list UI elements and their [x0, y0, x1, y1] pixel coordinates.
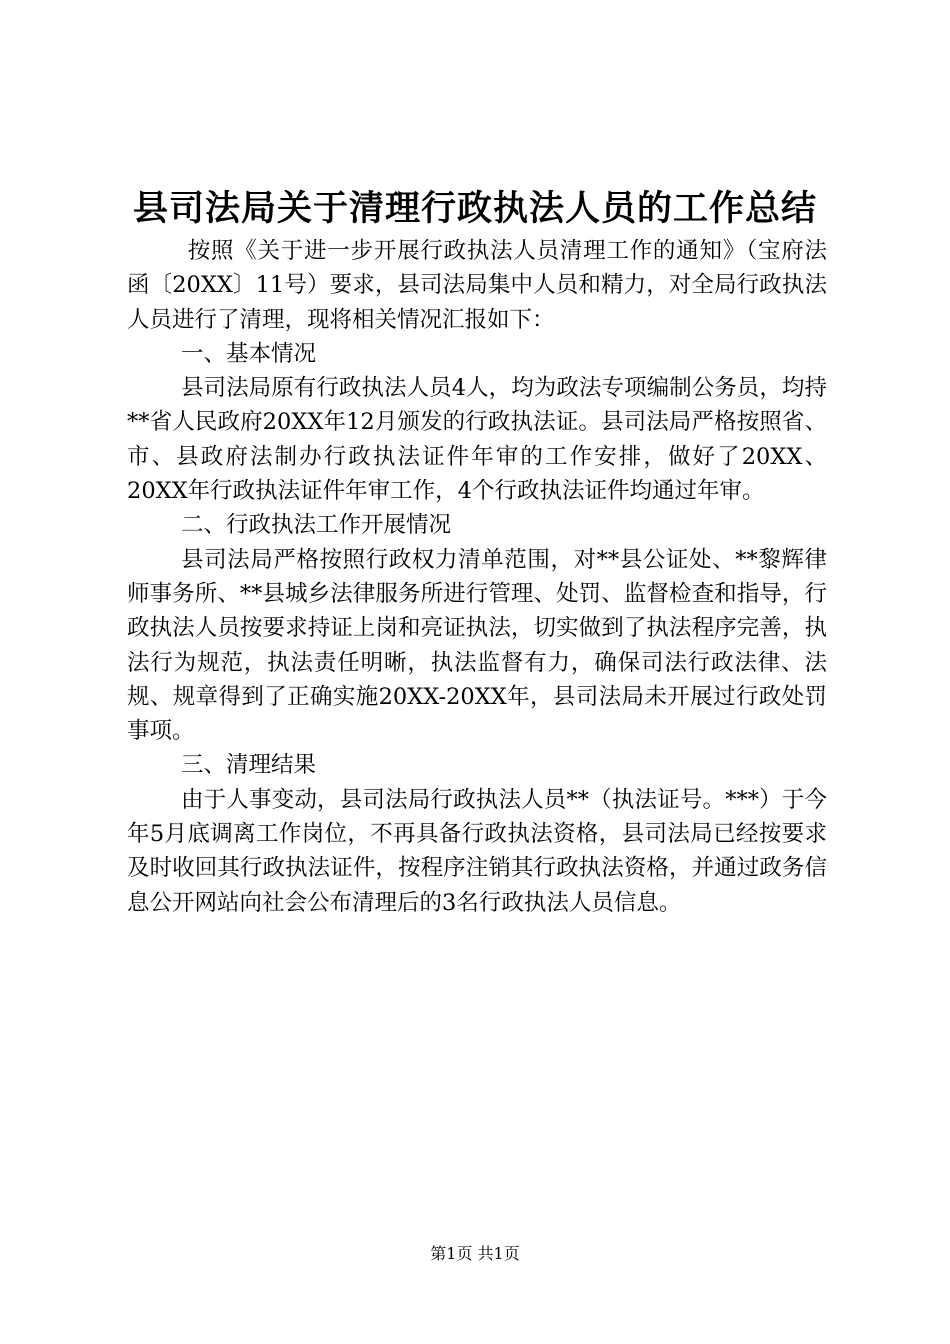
- basic-situation-paragraph: 县司法局原有行政执法人员4人，均为政法专项编制公务员，均持**省人民政府20XX年12月颁发的行政执法证。县司法局严格按照省、市、县政府法制办行政执法证件年审的工作安排，做好了20XX、20XX年行政执法证件年审工作，4个行政执法证件均通过年审。: [127, 375, 827, 505]
- intro-paragraph: 按照《关于进一步开展行政执法人员清理工作的通知》（宝府法函〔20XX〕11号）要求，县司法局集中人员和精力，对全局行政执法人员进行了清理，现将相关情况汇报如下：: [127, 238, 827, 333]
- section-heading-enforcement: 二、行政执法工作开展情况: [181, 512, 452, 539]
- section-heading-result: 三、清理结果: [181, 752, 317, 779]
- section-heading-basic: 一、基本情况: [181, 340, 317, 367]
- result-paragraph: 由于人事变动，县司法局行政执法人员**（执法证号。***）于今年5月底调离工作岗位，不再具备行政执法资格，县司法局已经按要求及时收回其行政执法证件，按程序注销其行政执法资格，并通过政务信息公开网站向社会公布清理后的3名行政执法人员信息。: [127, 786, 827, 916]
- document-title: 县司法局关于清理行政执法人员的工作总结: [132, 188, 817, 229]
- document-body: [127, 234, 827, 920]
- page-footer: 第1页 共1页: [430, 1244, 520, 1263]
- enforcement-paragraph: 县司法局严格按照行政权力清单范围，对**县公证处、**黎辉律师事务所、**县城乡法律服务所进行管理、处罚、监督检查和指导，行政执法人员按要求持证上岗和亮证执法，切实做到了执法程序完善，执法行为规范，执法责任明晰，执法监督有力，确保司法行政法律、法规、规章得到了正确实施20XX-20XX年，县司法局未开展过行政处罚事项。: [127, 546, 827, 745]
